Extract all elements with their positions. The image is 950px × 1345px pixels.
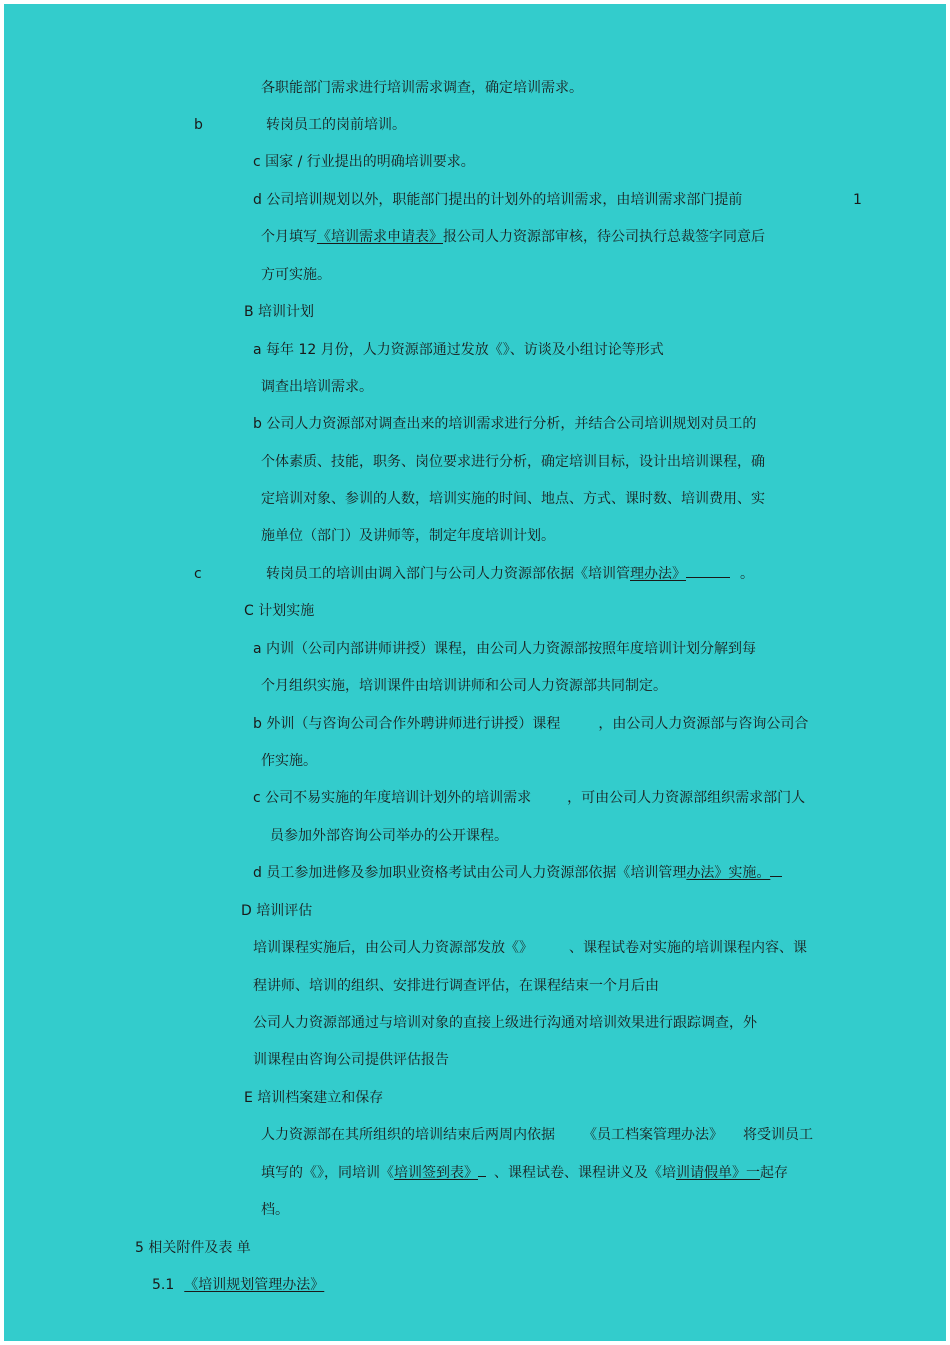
line-text: a 内训（公司内部讲师讲授）课程，由公司人力资源部按照年度培训计划分解到每 — [253, 641, 757, 657]
paragraph-line — [261, 1164, 788, 1182]
paragraph-line — [261, 677, 667, 695]
line-text: 个月组织实施，培训课件由培训讲师和公司人力资源部共同制定。 — [261, 678, 667, 694]
paragraph-line — [253, 341, 664, 359]
paragraph-line — [253, 1014, 757, 1032]
line-text: 方可实施。 — [261, 267, 331, 283]
form-reference: 理办法》 — [630, 566, 686, 582]
line-text: 训课程由咨询公司提供评估报告 — [253, 1052, 449, 1068]
paragraph-line — [253, 640, 756, 658]
form-reference: 《培训规划管理办法》 — [184, 1277, 325, 1293]
page-number-fragment — [853, 191, 862, 209]
line-text: d 员工参加进修及参加职业资格考试由公司人力资源部依据《培训管理 — [253, 865, 687, 881]
form-reference: 训请假单》一 — [676, 1165, 760, 1181]
section-heading — [244, 1089, 383, 1107]
line-text: 培训课程实施后，由公司人力资源部发放《》 — [253, 940, 533, 956]
line-text: 档。 — [261, 1202, 289, 1218]
paragraph-line — [253, 191, 742, 209]
heading-text: C 计划实施 — [244, 603, 315, 619]
document-page — [4, 4, 946, 1341]
paragraph-line — [152, 1276, 324, 1294]
paragraph-line — [253, 415, 756, 433]
section-heading — [244, 303, 314, 321]
line-text: 5.1 — [152, 1277, 175, 1293]
line-text: 1 — [853, 192, 862, 208]
paragraph-line — [253, 715, 808, 733]
paragraph-line — [261, 1201, 289, 1219]
paragraph-line — [261, 453, 765, 471]
line-text: 调查出培训需求。 — [261, 379, 373, 395]
paragraph-line — [261, 266, 331, 284]
heading-text: 5 相关附件及表 单 — [135, 1240, 251, 1256]
marker-text: b — [194, 117, 203, 133]
line-text: 。 — [740, 566, 754, 582]
list-marker — [194, 116, 203, 134]
blank-underline — [478, 1164, 486, 1177]
paragraph-line — [261, 1126, 813, 1144]
form-reference: 培训签到表》 — [394, 1165, 478, 1181]
heading-text: B 培训计划 — [244, 304, 315, 320]
paragraph-line — [253, 939, 807, 957]
marker-text: c — [194, 566, 202, 582]
paragraph-line — [261, 527, 555, 545]
paragraph-line — [270, 827, 508, 845]
blank-underline — [686, 565, 730, 578]
paragraph-line — [253, 153, 475, 171]
line-text: ，由公司人力资源部与咨询公司合 — [598, 716, 809, 732]
line-text: 转岗员工的培训由调入部门与公司人力资源部依据《培训管 — [266, 566, 630, 582]
paragraph-line — [261, 79, 583, 97]
line-text: a 每年 12 月份，人力资源部通过发放《》、访谈及小组讨论等形式 — [253, 342, 664, 358]
paragraph-line — [253, 864, 782, 882]
line-text: 员参加外部咨询公司举办的公开课程。 — [270, 828, 508, 844]
form-reference: 办法》实施。 — [686, 865, 771, 881]
line-text: b 公司人力资源部对调查出来的培训需求进行分析，并结合公司培训规划对员工的 — [253, 416, 757, 432]
line-text: 转岗员工的岗前培训。 — [266, 117, 406, 133]
line-text: b 外训（与咨询公司合作外聘讲师进行讲授）课程 — [253, 716, 561, 732]
line-text: 各职能部门需求进行培训需求调查，确定培训需求。 — [261, 80, 583, 96]
line-text: d 公司培训规划以外，职能部门提出的计划外的培训需求，由培训需求部门提前 — [253, 192, 743, 208]
line-text: ，可由公司人力资源部组织需求部门人 — [567, 790, 806, 806]
paragraph-line — [266, 565, 754, 583]
line-text: c 公司不易实施的年度培训计划外的培训需求 — [253, 790, 532, 806]
line-text: 将受训员工 — [743, 1127, 813, 1143]
paragraph-line — [261, 490, 765, 508]
section-heading — [244, 602, 314, 620]
line-text: 填写的《》，同培训《 — [261, 1165, 394, 1181]
line-text: 个月填写 — [261, 229, 317, 245]
line-text: 报公司人力资源部审核，待公司执行总裁签字同意后 — [443, 229, 765, 245]
section-heading — [241, 902, 312, 920]
paragraph-line — [266, 116, 406, 134]
paragraph-line — [253, 977, 659, 995]
paragraph-line — [261, 752, 317, 770]
paragraph-line — [261, 378, 373, 396]
line-text: 公司人力资源部通过与培训对象的直接上级进行沟通对培训效果进行跟踪调查，外 — [253, 1015, 757, 1031]
paragraph-line — [253, 1051, 449, 1069]
line-text: 施单位（部门）及讲师等，制定年度培训计划。 — [261, 528, 555, 544]
heading-text: D 培训评估 — [241, 903, 313, 919]
line-text: 起存 — [760, 1165, 788, 1181]
section-heading — [135, 1239, 251, 1257]
heading-text: E 培训档案建立和保存 — [244, 1090, 384, 1106]
line-text: 定培训对象、参训的人数，培训实施的时间、地点、方式、课时数、培训费用、实 — [261, 491, 765, 507]
line-text: 人力资源部在其所组织的培训结束后两周内依据 — [261, 1127, 555, 1143]
line-text: 作实施。 — [261, 753, 317, 769]
line-text: 、课程试卷、课程讲义及《培 — [494, 1165, 676, 1181]
blank-underline — [770, 864, 782, 877]
form-reference: 《员工档案管理办法》 — [583, 1127, 723, 1143]
paragraph-line — [253, 789, 805, 807]
line-text: 程讲师、培训的组织、安排进行调查评估，在课程结束一个月后由 — [253, 978, 659, 994]
form-reference: 《培训需求申请表》 — [317, 229, 443, 245]
line-text: 、课程试卷对实施的培训课程内容、课 — [569, 940, 807, 956]
paragraph-line — [261, 228, 765, 246]
line-text: c 国家 / 行业提出的明确培训要求。 — [253, 154, 475, 170]
list-marker — [194, 565, 202, 583]
line-text: 个体素质、技能，职务、岗位要求进行分析，确定培训目标，设计出培训课程，确 — [261, 454, 765, 470]
